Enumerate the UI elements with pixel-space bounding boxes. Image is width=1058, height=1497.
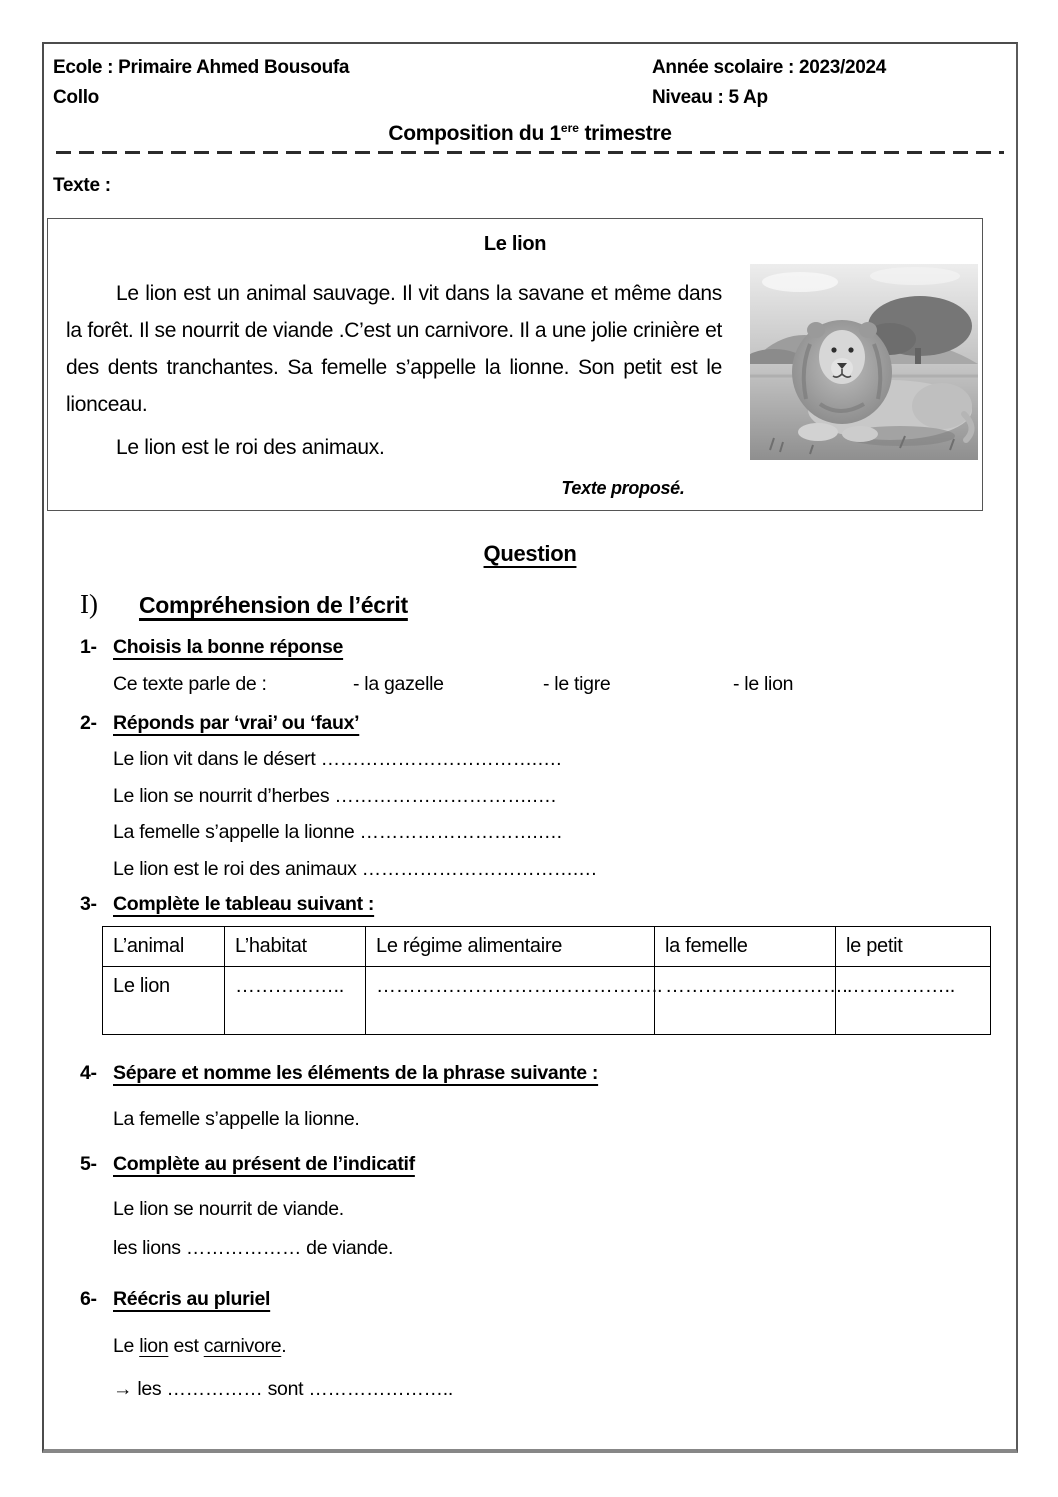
- col-header-femelle: la femelle: [655, 927, 836, 967]
- lion-photo-graphic: [750, 264, 978, 460]
- cell-habitat-blank: ……………..: [225, 967, 366, 1035]
- header: [53, 53, 1004, 113]
- col-header-animal: L’animal: [103, 927, 225, 967]
- q2-statement-3: La femelle s’appelle la lionne ……………………….….: [113, 821, 562, 843]
- q3-number: 3-: [80, 893, 97, 915]
- reading-title: Le lion: [483, 233, 547, 255]
- q1-options-row: [113, 670, 1004, 698]
- exam-title: [56, 113, 1004, 149]
- q1-number: 1-: [80, 636, 97, 658]
- q2-number: 2-: [80, 712, 97, 734]
- q4-sentence: La femelle s’appelle la lionne.: [113, 1108, 360, 1130]
- animal-table-header-row: [103, 927, 991, 967]
- q4-title: Sépare et nomme les éléments de la phrase suivante :: [113, 1062, 599, 1084]
- header-right: [652, 53, 1004, 113]
- q6-part-3: .: [281, 1335, 287, 1357]
- q6-title: Réécris au pluriel: [113, 1288, 271, 1310]
- exam-title-sup: ere: [560, 121, 579, 135]
- q5-model-sentence: Le lion se nourrit de viande.: [113, 1198, 344, 1220]
- reading-closing-line: Le lion est le roi des animaux.: [116, 436, 385, 459]
- col-header-habitat: L’habitat: [225, 927, 366, 967]
- q2-title: Réponds par ‘vrai’ ou ‘faux’: [113, 712, 360, 734]
- header-left: [53, 53, 652, 113]
- q5-heading: [80, 1150, 1004, 1178]
- texte-label: Texte :: [53, 175, 111, 196]
- q2-statements: [113, 745, 1004, 883]
- school-year: Année scolaire : 2023/2024: [652, 57, 887, 78]
- q6-answer-line: → les …………… sont …………………..: [113, 1378, 453, 1400]
- q6-part-1: Le: [113, 1335, 140, 1357]
- cell-femelle-blank: ……………………….: [655, 967, 836, 1035]
- q1-heading: [80, 633, 1004, 661]
- page-frame: [42, 42, 1018, 1453]
- q5-number: 5-: [80, 1153, 97, 1175]
- col-header-regime: Le régime alimentaire: [366, 927, 655, 967]
- section-numeral: I): [80, 589, 98, 619]
- q6-underlined-lion: lion: [139, 1335, 169, 1357]
- q6-heading: [80, 1285, 1004, 1313]
- q4-heading: [80, 1059, 1004, 1087]
- q1-option-gazelle: - la gazelle: [353, 673, 444, 695]
- q2-heading: [80, 709, 1004, 737]
- q6-part-2: est: [168, 1335, 204, 1357]
- school-city: Collo: [53, 87, 99, 108]
- reading-text-box: [47, 218, 983, 511]
- q2-statement-2: Le lion se nourrit d’herbes ………………………….….: [113, 784, 556, 807]
- school-name: Ecole : Primaire Ahmed Bousoufa: [53, 57, 350, 78]
- q3-heading: [80, 890, 1004, 918]
- text-credit: Texte proposé.: [561, 478, 685, 498]
- q6-underlined-carnivore: carnivore: [203, 1335, 282, 1357]
- reading-paragraph: Le lion est un animal sauvage. Il vit dans la savane et même dans la forêt. Il se nourrit de viande .C’est un carnivore. Il a une jolie crinière et des dents tranchantes. Sa femelle s’appelle la lionne. Son petit est le lionceau.: [66, 282, 722, 416]
- q1-option-tigre: - le tigre: [543, 673, 611, 695]
- q6-model-sentence: [113, 1332, 1004, 1360]
- q2-statement-4: Le lion est le roi des animaux …………………………….…: [113, 857, 598, 880]
- animal-table-data-row: [103, 967, 991, 1035]
- q5-fill-line: les lions ……………… de viande.: [113, 1237, 394, 1259]
- q1-prompt: Ce texte parle de :: [113, 673, 267, 695]
- question-heading: Question: [483, 541, 577, 566]
- grade-level: Niveau : 5 Ap: [652, 87, 768, 108]
- section-comprehension: [80, 589, 1004, 620]
- q4-number: 4-: [80, 1062, 97, 1084]
- q5-title: Complète au présent de l’indicatif: [113, 1153, 415, 1175]
- cell-regime-blank: ……………………………………..: [366, 967, 655, 1035]
- q1-title: Choisis la bonne réponse: [113, 636, 344, 658]
- cell-animal: Le lion: [103, 967, 225, 1035]
- exam-title-text: Composition du 1: [388, 122, 561, 145]
- exam-title-suffix: trimestre: [578, 122, 672, 145]
- cell-petit-blank: ……………..: [836, 967, 991, 1035]
- dashed-divider: [56, 151, 1004, 154]
- lion-photo: [750, 264, 978, 460]
- q2-statement-1: Le lion vit dans le désert …………………………….….: [113, 748, 562, 770]
- q3-title: Complète le tableau suivant :: [113, 893, 375, 915]
- section-title: Compréhension de l’écrit: [138, 592, 408, 618]
- animal-table: [102, 926, 991, 1035]
- col-header-petit: le petit: [836, 927, 991, 967]
- q1-option-lion: - le lion: [733, 673, 794, 695]
- q6-number: 6-: [80, 1288, 97, 1310]
